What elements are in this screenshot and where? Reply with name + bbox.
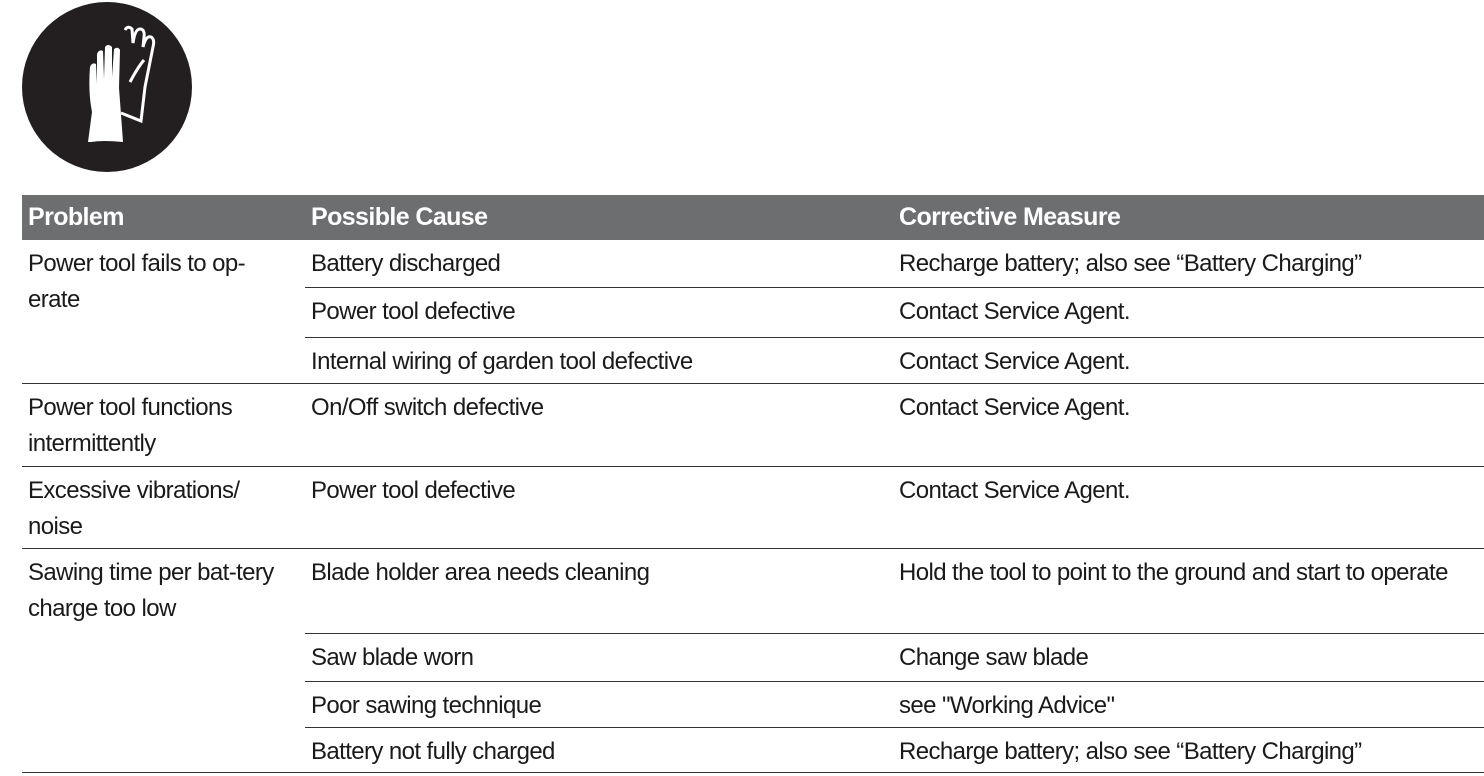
cause-cell: Internal wiring of garden tool defective bbox=[305, 337, 893, 383]
measure-cell: Contact Service Agent. bbox=[893, 337, 1484, 383]
problem-cell: Sawing time per bat-tery charge too low bbox=[22, 548, 305, 772]
header-possible-cause: Possible Cause bbox=[305, 195, 893, 240]
cause-cell: Power tool defective bbox=[305, 466, 893, 548]
cause-cell: Battery discharged bbox=[305, 240, 893, 287]
problem-cell: Power tool fails to op-erate bbox=[22, 240, 305, 383]
header-problem: Problem bbox=[22, 195, 305, 240]
protective-gloves-icon bbox=[22, 2, 192, 172]
measure-cell: Recharge battery; also see “Battery Charging” bbox=[893, 240, 1484, 287]
table-row bbox=[22, 466, 1484, 548]
problem-cell: Power tool functions intermittently bbox=[22, 383, 305, 466]
header-corrective-measure: Corrective Measure bbox=[893, 195, 1484, 240]
cause-cell: Poor sawing technique bbox=[305, 681, 893, 727]
table-row bbox=[22, 240, 1484, 287]
troubleshooting-table bbox=[22, 195, 1484, 773]
measure-cell: Contact Service Agent. bbox=[893, 466, 1484, 548]
cause-cell: Saw blade worn bbox=[305, 633, 893, 681]
table-row bbox=[22, 548, 1484, 633]
cause-cell: Blade holder area needs cleaning bbox=[305, 548, 893, 633]
cause-cell: On/Off switch defective bbox=[305, 383, 893, 466]
measure-cell: see "Working Advice" bbox=[893, 681, 1484, 727]
problem-cell: Excessive vibrations/ noise bbox=[22, 466, 305, 548]
table-row bbox=[22, 383, 1484, 466]
measure-cell: Contact Service Agent. bbox=[893, 383, 1484, 466]
measure-cell: Change saw blade bbox=[893, 633, 1484, 681]
cause-cell: Battery not fully charged bbox=[305, 727, 893, 772]
measure-cell: Recharge battery; also see “Battery Charging” bbox=[893, 727, 1484, 772]
measure-cell: Hold the tool to point to the ground and start to operate bbox=[893, 548, 1484, 633]
table-header-row bbox=[22, 195, 1484, 240]
cause-cell: Power tool defective bbox=[305, 287, 893, 337]
measure-cell: Contact Service Agent. bbox=[893, 287, 1484, 337]
